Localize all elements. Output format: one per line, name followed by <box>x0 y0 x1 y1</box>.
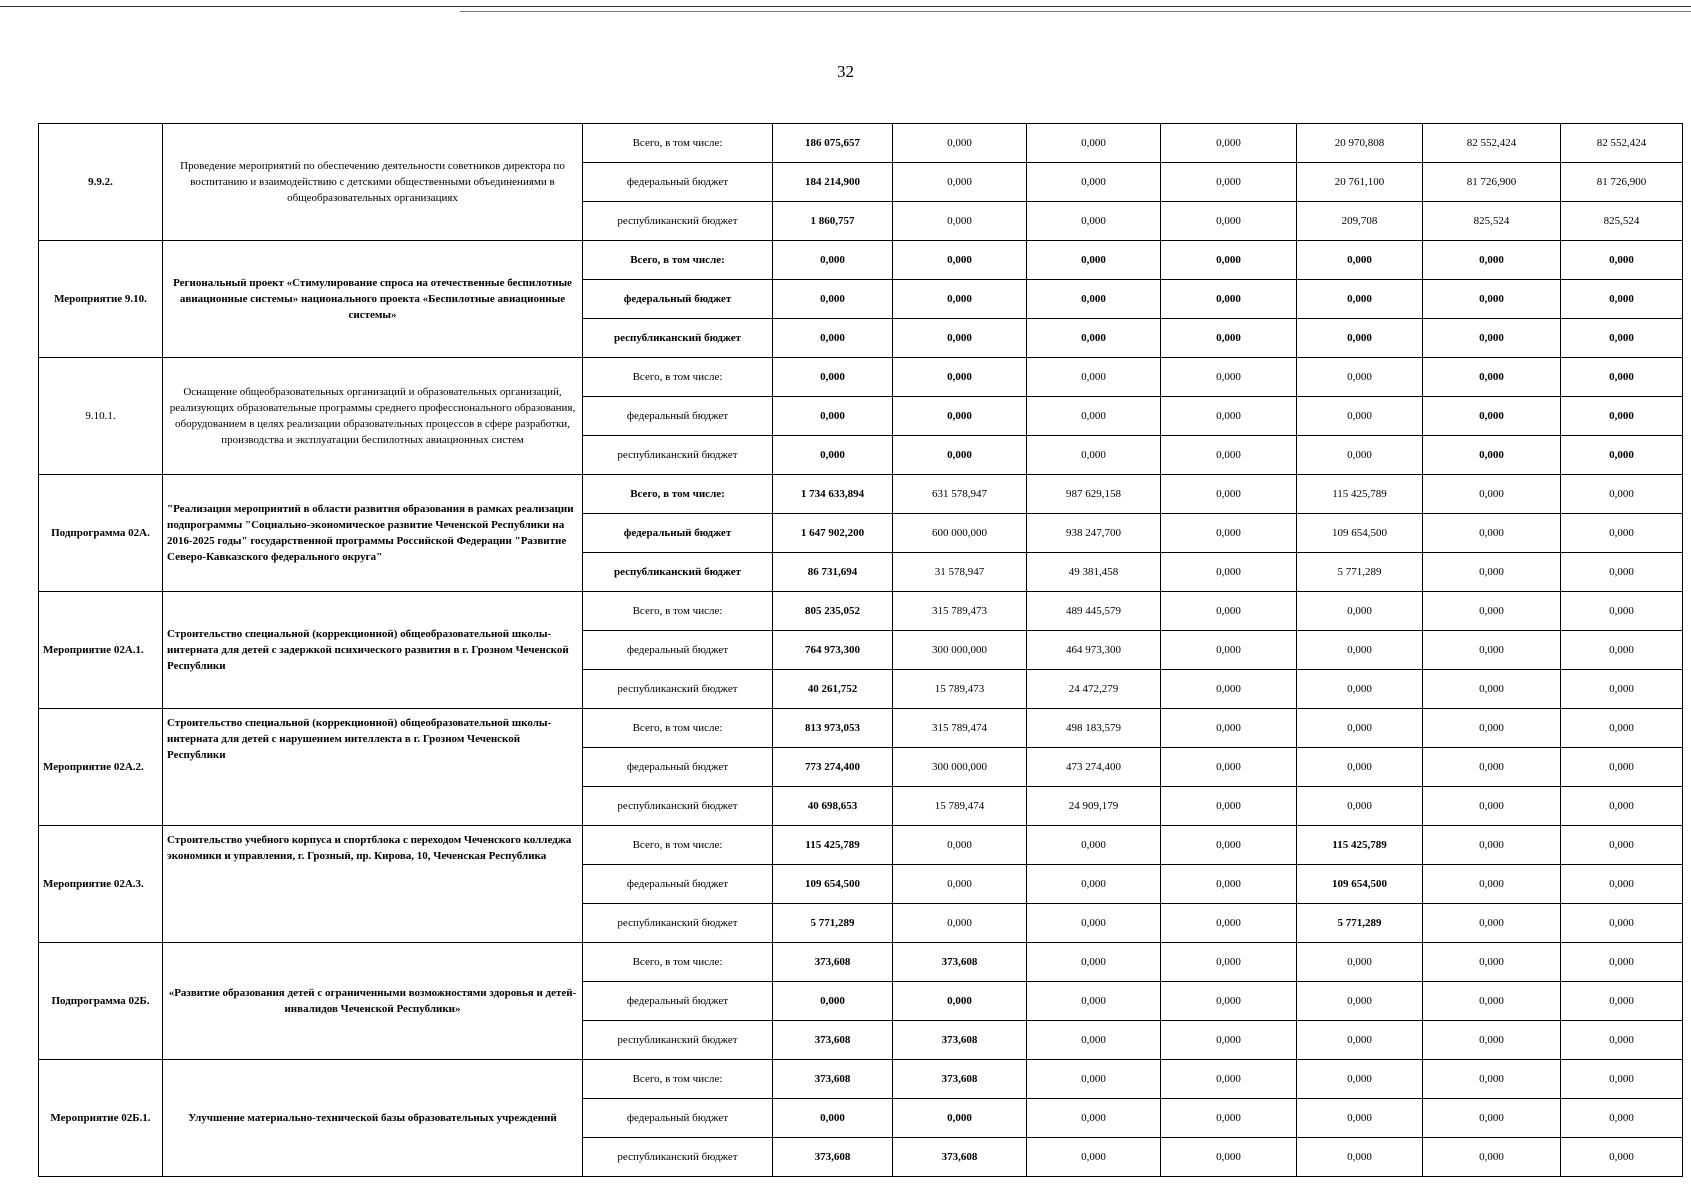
amount-cell: 0,000 <box>1161 670 1297 709</box>
amount-cell: 0,000 <box>1423 1021 1561 1060</box>
amount-cell: 0,000 <box>1423 826 1561 865</box>
amount-cell: 0,000 <box>1027 202 1161 241</box>
amount-cell: 0,000 <box>893 865 1027 904</box>
amount-cell: 0,000 <box>1423 943 1561 982</box>
amount-cell: 0,000 <box>1027 904 1161 943</box>
funding-source-federal: федеральный бюджет <box>583 748 773 787</box>
funding-source-total: Всего, в том числе: <box>583 358 773 397</box>
amount-cell: 1 860,757 <box>773 202 893 241</box>
amount-cell: 0,000 <box>1161 1099 1297 1138</box>
page-number: 32 <box>837 62 854 81</box>
amount-cell: 0,000 <box>1161 475 1297 514</box>
amount-cell: 0,000 <box>1161 397 1297 436</box>
funding-source-republican: республиканский бюджет <box>583 670 773 709</box>
amount-cell: 186 075,657 <box>773 124 893 163</box>
amount-cell: 0,000 <box>1161 592 1297 631</box>
amount-cell: 0,000 <box>1297 280 1423 319</box>
amount-cell: 0,000 <box>1423 982 1561 1021</box>
item-code: 9.10.1. <box>39 358 163 475</box>
amount-cell: 0,000 <box>1297 670 1423 709</box>
amount-cell: 40 698,653 <box>773 787 893 826</box>
amount-cell: 825,524 <box>1423 202 1561 241</box>
amount-cell: 0,000 <box>1561 1021 1683 1060</box>
funding-source-republican: республиканский бюджет <box>583 436 773 475</box>
amount-cell: 0,000 <box>1161 1060 1297 1099</box>
amount-cell: 0,000 <box>1161 943 1297 982</box>
amount-cell: 0,000 <box>1561 592 1683 631</box>
amount-cell: 0,000 <box>893 124 1027 163</box>
amount-cell: 0,000 <box>1161 358 1297 397</box>
amount-cell: 0,000 <box>1027 358 1161 397</box>
amount-cell: 15 789,473 <box>893 670 1027 709</box>
item-code: Мероприятие 9.10. <box>39 241 163 358</box>
amount-cell: 0,000 <box>1423 865 1561 904</box>
amount-cell: 0,000 <box>1297 241 1423 280</box>
amount-cell: 0,000 <box>1423 397 1561 436</box>
funding-source-republican: республиканский бюджет <box>583 553 773 592</box>
amount-cell: 81 726,900 <box>1423 163 1561 202</box>
amount-cell: 805 235,052 <box>773 592 893 631</box>
item-name: Проведение мероприятий по обеспечению деятельности советников директора по воспитанию и взаимодействию с детскими общественными объединениями в общеобразовательных организациях <box>163 124 583 241</box>
amount-cell: 0,000 <box>1561 475 1683 514</box>
amount-cell: 0,000 <box>1561 631 1683 670</box>
amount-cell: 0,000 <box>1423 670 1561 709</box>
item-name: Региональный проект «Стимулирование спроса на отечественные беспилотные авиационные системы» национального проекта «Беспилотные авиационные системы» <box>163 241 583 358</box>
amount-cell: 373,608 <box>893 1138 1027 1177</box>
amount-cell: 0,000 <box>1423 475 1561 514</box>
amount-cell: 0,000 <box>1161 982 1297 1021</box>
amount-cell: 373,608 <box>893 1021 1027 1060</box>
amount-cell: 0,000 <box>1027 1099 1161 1138</box>
amount-cell: 0,000 <box>893 982 1027 1021</box>
table-row <box>39 943 1683 982</box>
funding-source-total: Всего, в том числе: <box>583 241 773 280</box>
amount-cell: 0,000 <box>1027 280 1161 319</box>
amount-cell: 0,000 <box>1561 904 1683 943</box>
amount-cell: 0,000 <box>1561 748 1683 787</box>
item-name: "Реализация мероприятий в области развития образования в рамках реализации подпрограммы "Социально-экономическое развитие Чеченской Республики на 2016-2025 годы" государственной программы Российской Федерации "Развитие Северо-Кавказского федерального округа" <box>163 475 583 592</box>
amount-cell: 0,000 <box>1423 904 1561 943</box>
amount-cell: 938 247,700 <box>1027 514 1161 553</box>
amount-cell: 0,000 <box>1161 709 1297 748</box>
amount-cell: 0,000 <box>1161 748 1297 787</box>
amount-cell: 5 771,289 <box>1297 553 1423 592</box>
item-code: 9.9.2. <box>39 124 163 241</box>
budget-table <box>38 123 1683 1177</box>
funding-source-federal: федеральный бюджет <box>583 397 773 436</box>
amount-cell: 0,000 <box>773 397 893 436</box>
amount-cell: 0,000 <box>1027 826 1161 865</box>
table-row <box>39 358 1683 397</box>
amount-cell: 300 000,000 <box>893 631 1027 670</box>
amount-cell: 0,000 <box>1161 553 1297 592</box>
amount-cell: 0,000 <box>1161 436 1297 475</box>
amount-cell: 0,000 <box>1297 358 1423 397</box>
amount-cell: 300 000,000 <box>893 748 1027 787</box>
amount-cell: 0,000 <box>1161 865 1297 904</box>
amount-cell: 209,708 <box>1297 202 1423 241</box>
amount-cell: 0,000 <box>1423 1099 1561 1138</box>
amount-cell: 987 629,158 <box>1027 475 1161 514</box>
amount-cell: 0,000 <box>893 202 1027 241</box>
amount-cell: 86 731,694 <box>773 553 893 592</box>
amount-cell: 20 970,808 <box>1297 124 1423 163</box>
amount-cell: 0,000 <box>1423 280 1561 319</box>
item-name: Строительство учебного корпуса и спортблока с переходом Чеченского колледжа экономики и управления, г. Грозный, пр. Кирова, 10, Чеченская Республика <box>163 826 583 943</box>
table-row <box>39 124 1683 163</box>
table-row <box>39 241 1683 280</box>
amount-cell: 0,000 <box>1161 631 1297 670</box>
amount-cell: 0,000 <box>773 1099 893 1138</box>
table-row <box>39 709 1683 748</box>
amount-cell: 82 552,424 <box>1561 124 1683 163</box>
amount-cell: 0,000 <box>1161 787 1297 826</box>
amount-cell: 0,000 <box>1561 709 1683 748</box>
amount-cell: 0,000 <box>1561 319 1683 358</box>
amount-cell: 0,000 <box>1161 514 1297 553</box>
top-rule-secondary <box>460 11 1691 12</box>
amount-cell: 473 274,400 <box>1027 748 1161 787</box>
amount-cell: 0,000 <box>1423 748 1561 787</box>
amount-cell: 0,000 <box>1161 241 1297 280</box>
amount-cell: 0,000 <box>1423 241 1561 280</box>
amount-cell: 0,000 <box>1561 982 1683 1021</box>
funding-source-total: Всего, в том числе: <box>583 709 773 748</box>
amount-cell: 373,608 <box>893 943 1027 982</box>
amount-cell: 0,000 <box>1561 826 1683 865</box>
funding-source-federal: федеральный бюджет <box>583 631 773 670</box>
funding-source-total: Всего, в том числе: <box>583 592 773 631</box>
amount-cell: 0,000 <box>1561 787 1683 826</box>
item-name: «Развитие образования детей с ограниченными возможностями здоровья и детей-инвалидов Чеченской Республики» <box>163 943 583 1060</box>
amount-cell: 0,000 <box>1161 163 1297 202</box>
amount-cell: 631 578,947 <box>893 475 1027 514</box>
amount-cell: 498 183,579 <box>1027 709 1161 748</box>
amount-cell: 0,000 <box>773 280 893 319</box>
amount-cell: 0,000 <box>1297 631 1423 670</box>
amount-cell: 0,000 <box>893 163 1027 202</box>
amount-cell: 0,000 <box>1161 202 1297 241</box>
amount-cell: 0,000 <box>1297 1021 1423 1060</box>
amount-cell: 0,000 <box>1161 280 1297 319</box>
amount-cell: 40 261,752 <box>773 670 893 709</box>
amount-cell: 315 789,474 <box>893 709 1027 748</box>
item-code: Мероприятие 02Б.1. <box>39 1060 163 1177</box>
amount-cell: 0,000 <box>1423 319 1561 358</box>
amount-cell: 0,000 <box>1027 1060 1161 1099</box>
funding-source-republican: республиканский бюджет <box>583 1021 773 1060</box>
amount-cell: 0,000 <box>1423 787 1561 826</box>
amount-cell: 825,524 <box>1561 202 1683 241</box>
table-row <box>39 475 1683 514</box>
item-code: Мероприятие 02А.1. <box>39 592 163 709</box>
amount-cell: 0,000 <box>1297 748 1423 787</box>
item-code: Подпрограмма 02А. <box>39 475 163 592</box>
amount-cell: 81 726,900 <box>1561 163 1683 202</box>
amount-cell: 0,000 <box>1561 670 1683 709</box>
amount-cell: 0,000 <box>1423 436 1561 475</box>
item-name: Строительство специальной (коррекционной) общеобразовательной школы-интерната для детей с нарушением интеллекта в г. Грозном Чеченской Республики <box>163 709 583 826</box>
top-rule <box>0 6 1691 7</box>
funding-source-republican: республиканский бюджет <box>583 319 773 358</box>
amount-cell: 0,000 <box>1561 397 1683 436</box>
amount-cell: 0,000 <box>773 241 893 280</box>
amount-cell: 0,000 <box>1561 865 1683 904</box>
funding-source-federal: федеральный бюджет <box>583 514 773 553</box>
amount-cell: 0,000 <box>1297 592 1423 631</box>
amount-cell: 0,000 <box>1423 1060 1561 1099</box>
amount-cell: 315 789,473 <box>893 592 1027 631</box>
amount-cell: 0,000 <box>1027 1138 1161 1177</box>
amount-cell: 0,000 <box>1297 1138 1423 1177</box>
item-name: Улучшение материально-технической базы образовательных учреждений <box>163 1060 583 1177</box>
amount-cell: 0,000 <box>1561 1060 1683 1099</box>
funding-source-republican: республиканский бюджет <box>583 202 773 241</box>
amount-cell: 0,000 <box>1297 1060 1423 1099</box>
amount-cell: 0,000 <box>893 358 1027 397</box>
amount-cell: 0,000 <box>1161 1138 1297 1177</box>
amount-cell: 600 000,000 <box>893 514 1027 553</box>
amount-cell: 373,608 <box>893 1060 1027 1099</box>
amount-cell: 49 381,458 <box>1027 553 1161 592</box>
funding-source-republican: республиканский бюджет <box>583 787 773 826</box>
amount-cell: 0,000 <box>1561 1099 1683 1138</box>
amount-cell: 0,000 <box>1561 553 1683 592</box>
funding-source-total: Всего, в том числе: <box>583 1060 773 1099</box>
amount-cell: 0,000 <box>1561 1138 1683 1177</box>
item-name: Строительство специальной (коррекционной) общеобразовательной школы-интерната для детей с задержкой психического развития в г. Грозном Чеченской Республики <box>163 592 583 709</box>
funding-source-republican: республиканский бюджет <box>583 1138 773 1177</box>
amount-cell: 0,000 <box>1561 514 1683 553</box>
amount-cell: 813 973,053 <box>773 709 893 748</box>
amount-cell: 31 578,947 <box>893 553 1027 592</box>
amount-cell: 0,000 <box>1027 163 1161 202</box>
funding-source-federal: федеральный бюджет <box>583 163 773 202</box>
amount-cell: 184 214,900 <box>773 163 893 202</box>
amount-cell: 0,000 <box>1297 787 1423 826</box>
amount-cell: 0,000 <box>1561 280 1683 319</box>
amount-cell: 0,000 <box>1027 397 1161 436</box>
funding-source-total: Всего, в том числе: <box>583 826 773 865</box>
amount-cell: 373,608 <box>773 1060 893 1099</box>
table-row <box>39 1060 1683 1099</box>
amount-cell: 0,000 <box>1423 1138 1561 1177</box>
amount-cell: 0,000 <box>1297 943 1423 982</box>
amount-cell: 0,000 <box>1027 436 1161 475</box>
amount-cell: 5 771,289 <box>773 904 893 943</box>
amount-cell: 0,000 <box>893 397 1027 436</box>
amount-cell: 24 909,179 <box>1027 787 1161 826</box>
budget-table-body <box>39 124 1683 1177</box>
amount-cell: 0,000 <box>1161 124 1297 163</box>
amount-cell: 0,000 <box>1027 124 1161 163</box>
amount-cell: 0,000 <box>1297 319 1423 358</box>
amount-cell: 0,000 <box>1027 319 1161 358</box>
funding-source-republican: республиканский бюджет <box>583 904 773 943</box>
amount-cell: 0,000 <box>1161 904 1297 943</box>
amount-cell: 0,000 <box>1561 358 1683 397</box>
amount-cell: 0,000 <box>893 280 1027 319</box>
amount-cell: 0,000 <box>773 358 893 397</box>
amount-cell: 0,000 <box>893 904 1027 943</box>
funding-source-federal: федеральный бюджет <box>583 1099 773 1138</box>
amount-cell: 0,000 <box>1561 436 1683 475</box>
amount-cell: 0,000 <box>1561 241 1683 280</box>
amount-cell: 0,000 <box>773 319 893 358</box>
amount-cell: 764 973,300 <box>773 631 893 670</box>
amount-cell: 373,608 <box>773 1138 893 1177</box>
amount-cell: 0,000 <box>1161 319 1297 358</box>
amount-cell: 115 425,789 <box>1297 475 1423 514</box>
amount-cell: 0,000 <box>773 982 893 1021</box>
amount-cell: 0,000 <box>893 319 1027 358</box>
amount-cell: 0,000 <box>1297 982 1423 1021</box>
amount-cell: 20 761,100 <box>1297 163 1423 202</box>
amount-cell: 0,000 <box>893 1099 1027 1138</box>
amount-cell: 15 789,474 <box>893 787 1027 826</box>
amount-cell: 0,000 <box>1423 514 1561 553</box>
amount-cell: 0,000 <box>1423 592 1561 631</box>
amount-cell: 773 274,400 <box>773 748 893 787</box>
amount-cell: 0,000 <box>1027 865 1161 904</box>
amount-cell: 0,000 <box>1423 709 1561 748</box>
table-row <box>39 826 1683 865</box>
funding-source-total: Всего, в том числе: <box>583 475 773 514</box>
amount-cell: 489 445,579 <box>1027 592 1161 631</box>
amount-cell: 1 647 902,200 <box>773 514 893 553</box>
item-code: Подпрограмма 02Б. <box>39 943 163 1060</box>
item-code: Мероприятие 02А.3. <box>39 826 163 943</box>
amount-cell: 0,000 <box>773 436 893 475</box>
funding-source-total: Всего, в том числе: <box>583 124 773 163</box>
item-name: Оснащение общеобразовательных организаций и образовательных организаций, реализующих образовательные программы среднего профессионального образования, оборудованием в целях реализации образовательных процессов в сфере разработки, производства и эксплуатации беспилотных авиационных систем <box>163 358 583 475</box>
amount-cell: 0,000 <box>1027 943 1161 982</box>
amount-cell: 0,000 <box>893 436 1027 475</box>
amount-cell: 0,000 <box>1297 436 1423 475</box>
amount-cell: 0,000 <box>1161 826 1297 865</box>
amount-cell: 373,608 <box>773 943 893 982</box>
amount-cell: 109 654,500 <box>773 865 893 904</box>
amount-cell: 0,000 <box>1423 553 1561 592</box>
amount-cell: 0,000 <box>1297 397 1423 436</box>
amount-cell: 0,000 <box>1027 1021 1161 1060</box>
amount-cell: 109 654,500 <box>1297 514 1423 553</box>
table-row <box>39 592 1683 631</box>
funding-source-federal: федеральный бюджет <box>583 982 773 1021</box>
amount-cell: 0,000 <box>1027 982 1161 1021</box>
amount-cell: 24 472,279 <box>1027 670 1161 709</box>
funding-source-total: Всего, в том числе: <box>583 943 773 982</box>
amount-cell: 373,608 <box>773 1021 893 1060</box>
amount-cell: 1 734 633,894 <box>773 475 893 514</box>
amount-cell: 109 654,500 <box>1297 865 1423 904</box>
funding-source-federal: федеральный бюджет <box>583 280 773 319</box>
amount-cell: 464 973,300 <box>1027 631 1161 670</box>
amount-cell: 0,000 <box>1423 358 1561 397</box>
amount-cell: 0,000 <box>1423 631 1561 670</box>
amount-cell: 0,000 <box>1297 709 1423 748</box>
item-code: Мероприятие 02А.2. <box>39 709 163 826</box>
amount-cell: 5 771,289 <box>1297 904 1423 943</box>
amount-cell: 0,000 <box>1027 241 1161 280</box>
amount-cell: 115 425,789 <box>773 826 893 865</box>
amount-cell: 0,000 <box>893 241 1027 280</box>
amount-cell: 0,000 <box>1161 1021 1297 1060</box>
funding-source-federal: федеральный бюджет <box>583 865 773 904</box>
amount-cell: 115 425,789 <box>1297 826 1423 865</box>
amount-cell: 0,000 <box>1561 943 1683 982</box>
amount-cell: 0,000 <box>1297 1099 1423 1138</box>
amount-cell: 0,000 <box>893 826 1027 865</box>
amount-cell: 82 552,424 <box>1423 124 1561 163</box>
